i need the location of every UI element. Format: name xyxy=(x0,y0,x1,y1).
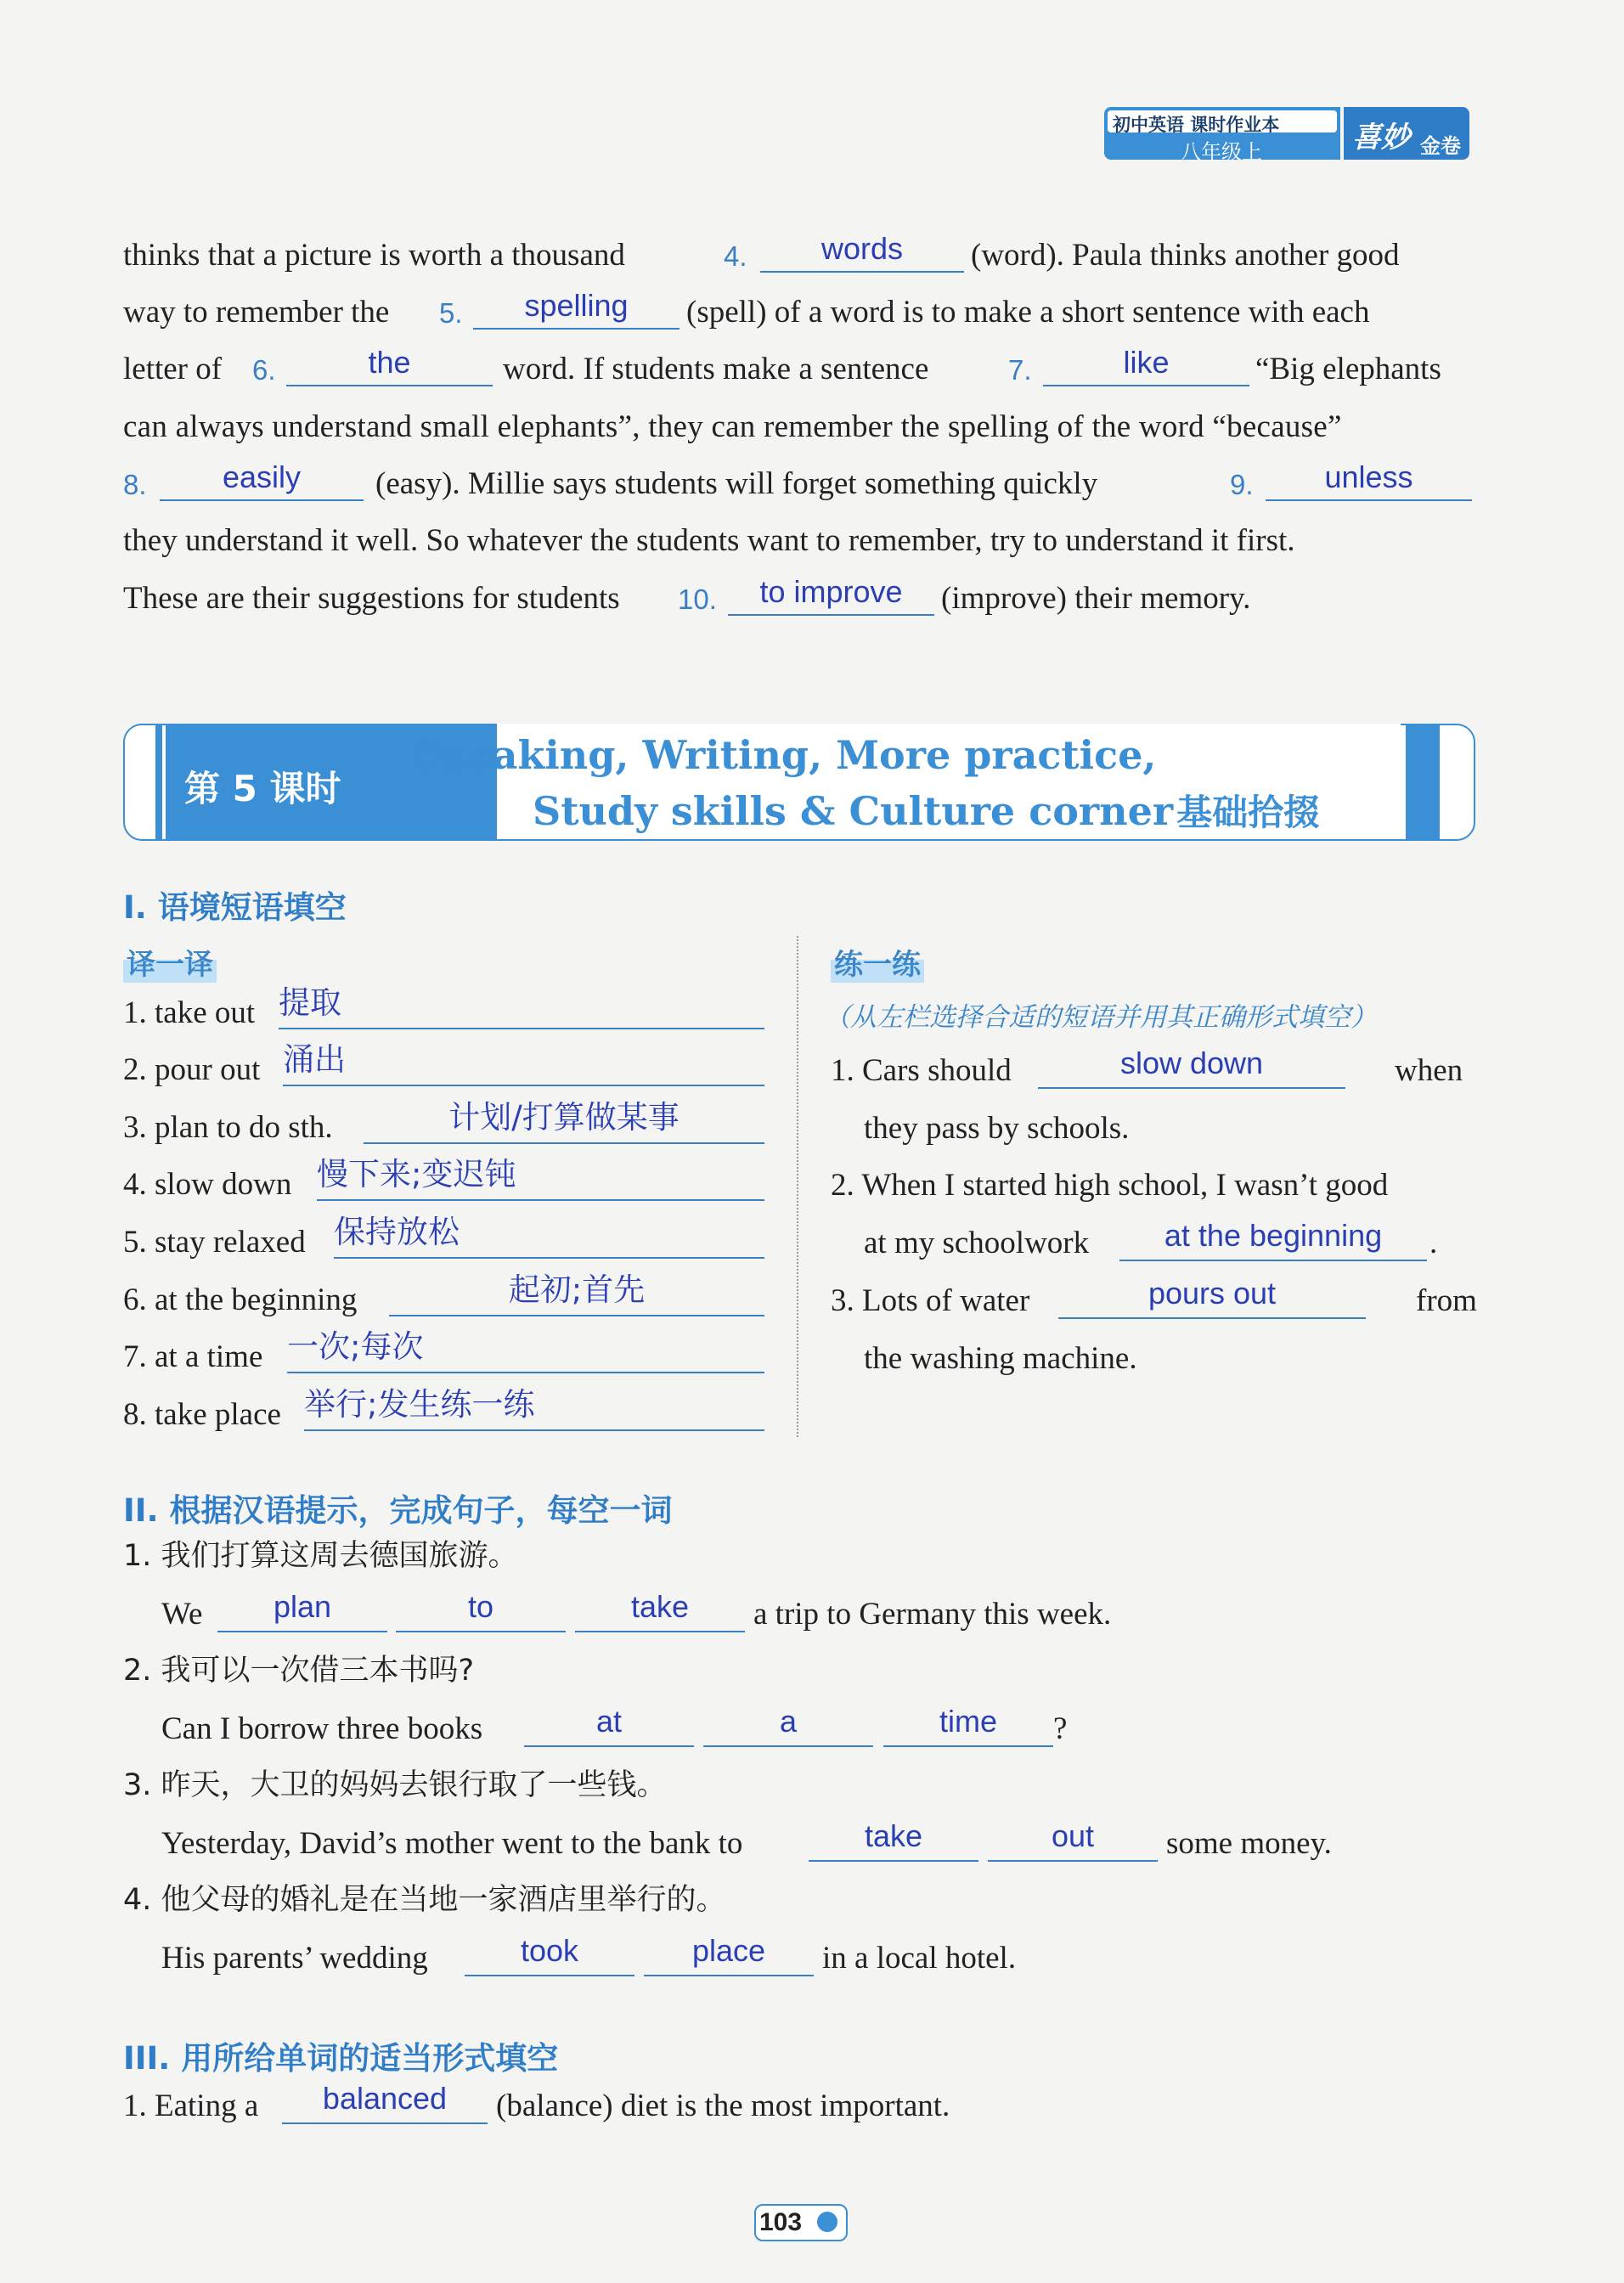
series-title: 初中英语 课时作业本 xyxy=(1113,115,1280,135)
lesson-banner xyxy=(123,724,1474,839)
practice-text: 3. Lots of water xyxy=(831,1283,1030,1318)
page-number-badge xyxy=(754,2204,846,2240)
answer-blank[interactable]: to improve xyxy=(728,577,934,616)
word-blank[interactable]: out xyxy=(988,1821,1158,1862)
practice-text: 2. When I started high school, I wasn’t good xyxy=(831,1168,1389,1203)
column-divider xyxy=(797,936,798,1437)
chinese-prompt: 2. 我可以一次借三本书吗? xyxy=(123,1654,475,1688)
blank-number: 8. xyxy=(123,469,147,500)
blank-number: 7. xyxy=(1008,354,1032,386)
phrase-item: 4. slow down xyxy=(123,1167,292,1202)
passage-text: word. If students make a sentence xyxy=(503,352,929,386)
logo-script: 喜妙 xyxy=(1352,121,1410,155)
passage-text: (improve) their memory. xyxy=(941,581,1251,616)
chinese-prompt: 4. 他父母的婚礼是在当地一家酒店里举行的。 xyxy=(123,1883,726,1917)
practice-text: from xyxy=(1416,1283,1477,1318)
passage-text: (spell) of a word is to make a short sentence with each xyxy=(686,295,1370,330)
blank-number: 9. xyxy=(1230,469,1254,500)
answer-blank[interactable]: words xyxy=(760,234,964,273)
section3-heading: III. 用所给单词的适当形式填空 xyxy=(123,2040,559,2077)
word-blank[interactable]: place xyxy=(644,1936,814,1976)
word-blank[interactable]: take xyxy=(575,1592,745,1632)
answer-blank[interactable]: like xyxy=(1043,347,1249,386)
blank-number: 5. xyxy=(439,297,463,329)
phrase-item: 6. at the beginning xyxy=(123,1282,358,1317)
lesson-title-text: Study skills & Culture corner xyxy=(533,788,1174,834)
phrase-item: 3. plan to do sth. xyxy=(123,1110,333,1145)
sentence-text: a trip to Germany this week. xyxy=(753,1597,1112,1632)
lesson-title-suffix: 基础拾掇 xyxy=(1176,792,1320,833)
series-header xyxy=(1104,107,1469,164)
word-blank[interactable]: plan xyxy=(217,1592,387,1632)
section1-heading: I. 语境短语填空 xyxy=(123,889,347,926)
passage-text: thinks that a picture is worth a thousand xyxy=(123,238,625,273)
logo-text: 金卷 xyxy=(1420,134,1461,158)
passage-text: they understand it well. So whatever the students want to remember, try to understand it first. xyxy=(123,523,1295,558)
practice-text: when xyxy=(1395,1053,1463,1088)
page-number: 103 xyxy=(759,2208,803,2236)
phrase-item: 1. take out xyxy=(123,995,256,1030)
word-blank[interactable]: took xyxy=(465,1936,634,1976)
phrase-answer[interactable]: 举行;发生练一练 xyxy=(304,1389,764,1431)
sentence-text: 1. Eating a xyxy=(123,2089,259,2123)
practice-answer[interactable]: slow down xyxy=(1038,1048,1345,1089)
blank-number: 10. xyxy=(678,583,717,615)
sentence-text: Can I borrow three books xyxy=(161,1711,483,1746)
practice-answer[interactable]: pours out xyxy=(1058,1278,1366,1319)
translate-badge: 译一译 xyxy=(123,941,217,983)
sentence-text: in a local hotel. xyxy=(822,1941,1017,1976)
answer-blank[interactable]: easily xyxy=(160,462,364,501)
passage-text: These are their suggestions for students xyxy=(123,581,620,616)
word-blank[interactable]: a xyxy=(703,1706,873,1747)
passage-text: letter of xyxy=(123,352,223,386)
phrase-answer[interactable]: 一次;每次 xyxy=(287,1331,764,1373)
phrase-answer[interactable]: 起初;首先 xyxy=(389,1274,764,1316)
word-blank[interactable]: at xyxy=(524,1706,694,1747)
lesson-title-line2 xyxy=(533,785,1319,836)
answer-blank[interactable]: unless xyxy=(1266,462,1472,501)
phrase-answer[interactable]: 提取 xyxy=(279,987,764,1029)
passage-text: can always understand small elephants”, they can remember the spelling of the word “because” xyxy=(123,409,1342,444)
phrase-item: 2. pour out xyxy=(123,1052,261,1087)
passage-text: (word). Paula thinks another good xyxy=(971,238,1400,273)
word-blank[interactable]: time xyxy=(883,1706,1053,1747)
answer-blank[interactable]: the xyxy=(286,347,493,386)
sentence-text: ? xyxy=(1053,1711,1068,1746)
word-blank[interactable]: take xyxy=(809,1821,978,1862)
word-blank[interactable]: balanced xyxy=(282,2083,488,2124)
practice-text: the washing machine. xyxy=(864,1341,1137,1376)
sentence-text: some money. xyxy=(1166,1826,1332,1861)
practice-text: . xyxy=(1429,1226,1438,1260)
chinese-prompt: 1. 我们打算这周去德国旅游。 xyxy=(123,1539,518,1573)
blank-number: 6. xyxy=(252,354,276,386)
answer-blank[interactable]: spelling xyxy=(473,290,679,330)
practice-hint: （从左栏选择合适的短语并用其正确形式填空） xyxy=(824,1002,1377,1033)
phrase-answer[interactable]: 涌出 xyxy=(283,1044,764,1086)
practice-text: 1. Cars should xyxy=(831,1053,1012,1088)
practice-answer[interactable]: at the beginning xyxy=(1119,1220,1427,1261)
practice-badge: 练一练 xyxy=(831,941,924,983)
passage-text: (easy). Millie says students will forget something quickly xyxy=(375,466,1098,501)
grade-label: 八年级上 xyxy=(1181,140,1262,164)
lesson-title-line1: Speaking, Writing, More practice, xyxy=(412,732,1157,778)
phrase-item: 8. take place xyxy=(123,1397,281,1432)
chinese-prompt: 3. 昨天，大卫的妈妈去银行取了一些钱。 xyxy=(123,1768,667,1802)
lesson-label: 第 5 课时 xyxy=(184,768,341,809)
phrase-answer[interactable]: 慢下来;变迟钝 xyxy=(317,1158,764,1201)
practice-text: they pass by schools. xyxy=(864,1111,1130,1146)
phrase-answer[interactable]: 计划/打算做某事 xyxy=(364,1102,764,1144)
passage-text: way to remember the xyxy=(123,295,390,330)
phrase-answer[interactable]: 保持放松 xyxy=(334,1216,764,1259)
passage-text: “Big elephants xyxy=(1255,352,1441,386)
blank-number: 4. xyxy=(724,240,747,272)
sentence-text: His parents’ wedding xyxy=(161,1941,428,1976)
section2-heading: II. 根据汉语提示，完成句子，每空一词 xyxy=(123,1492,673,1529)
dot-icon xyxy=(817,2212,837,2232)
sentence-text: We xyxy=(161,1597,203,1632)
word-blank[interactable]: to xyxy=(396,1592,566,1632)
practice-text: at my schoolwork xyxy=(864,1226,1090,1260)
sentence-text: (balance) diet is the most important. xyxy=(496,2089,950,2123)
phrase-item: 5. stay relaxed xyxy=(123,1225,306,1260)
sentence-text: Yesterday, David’s mother went to the bank to xyxy=(161,1826,743,1861)
phrase-item: 7. at a time xyxy=(123,1339,263,1374)
